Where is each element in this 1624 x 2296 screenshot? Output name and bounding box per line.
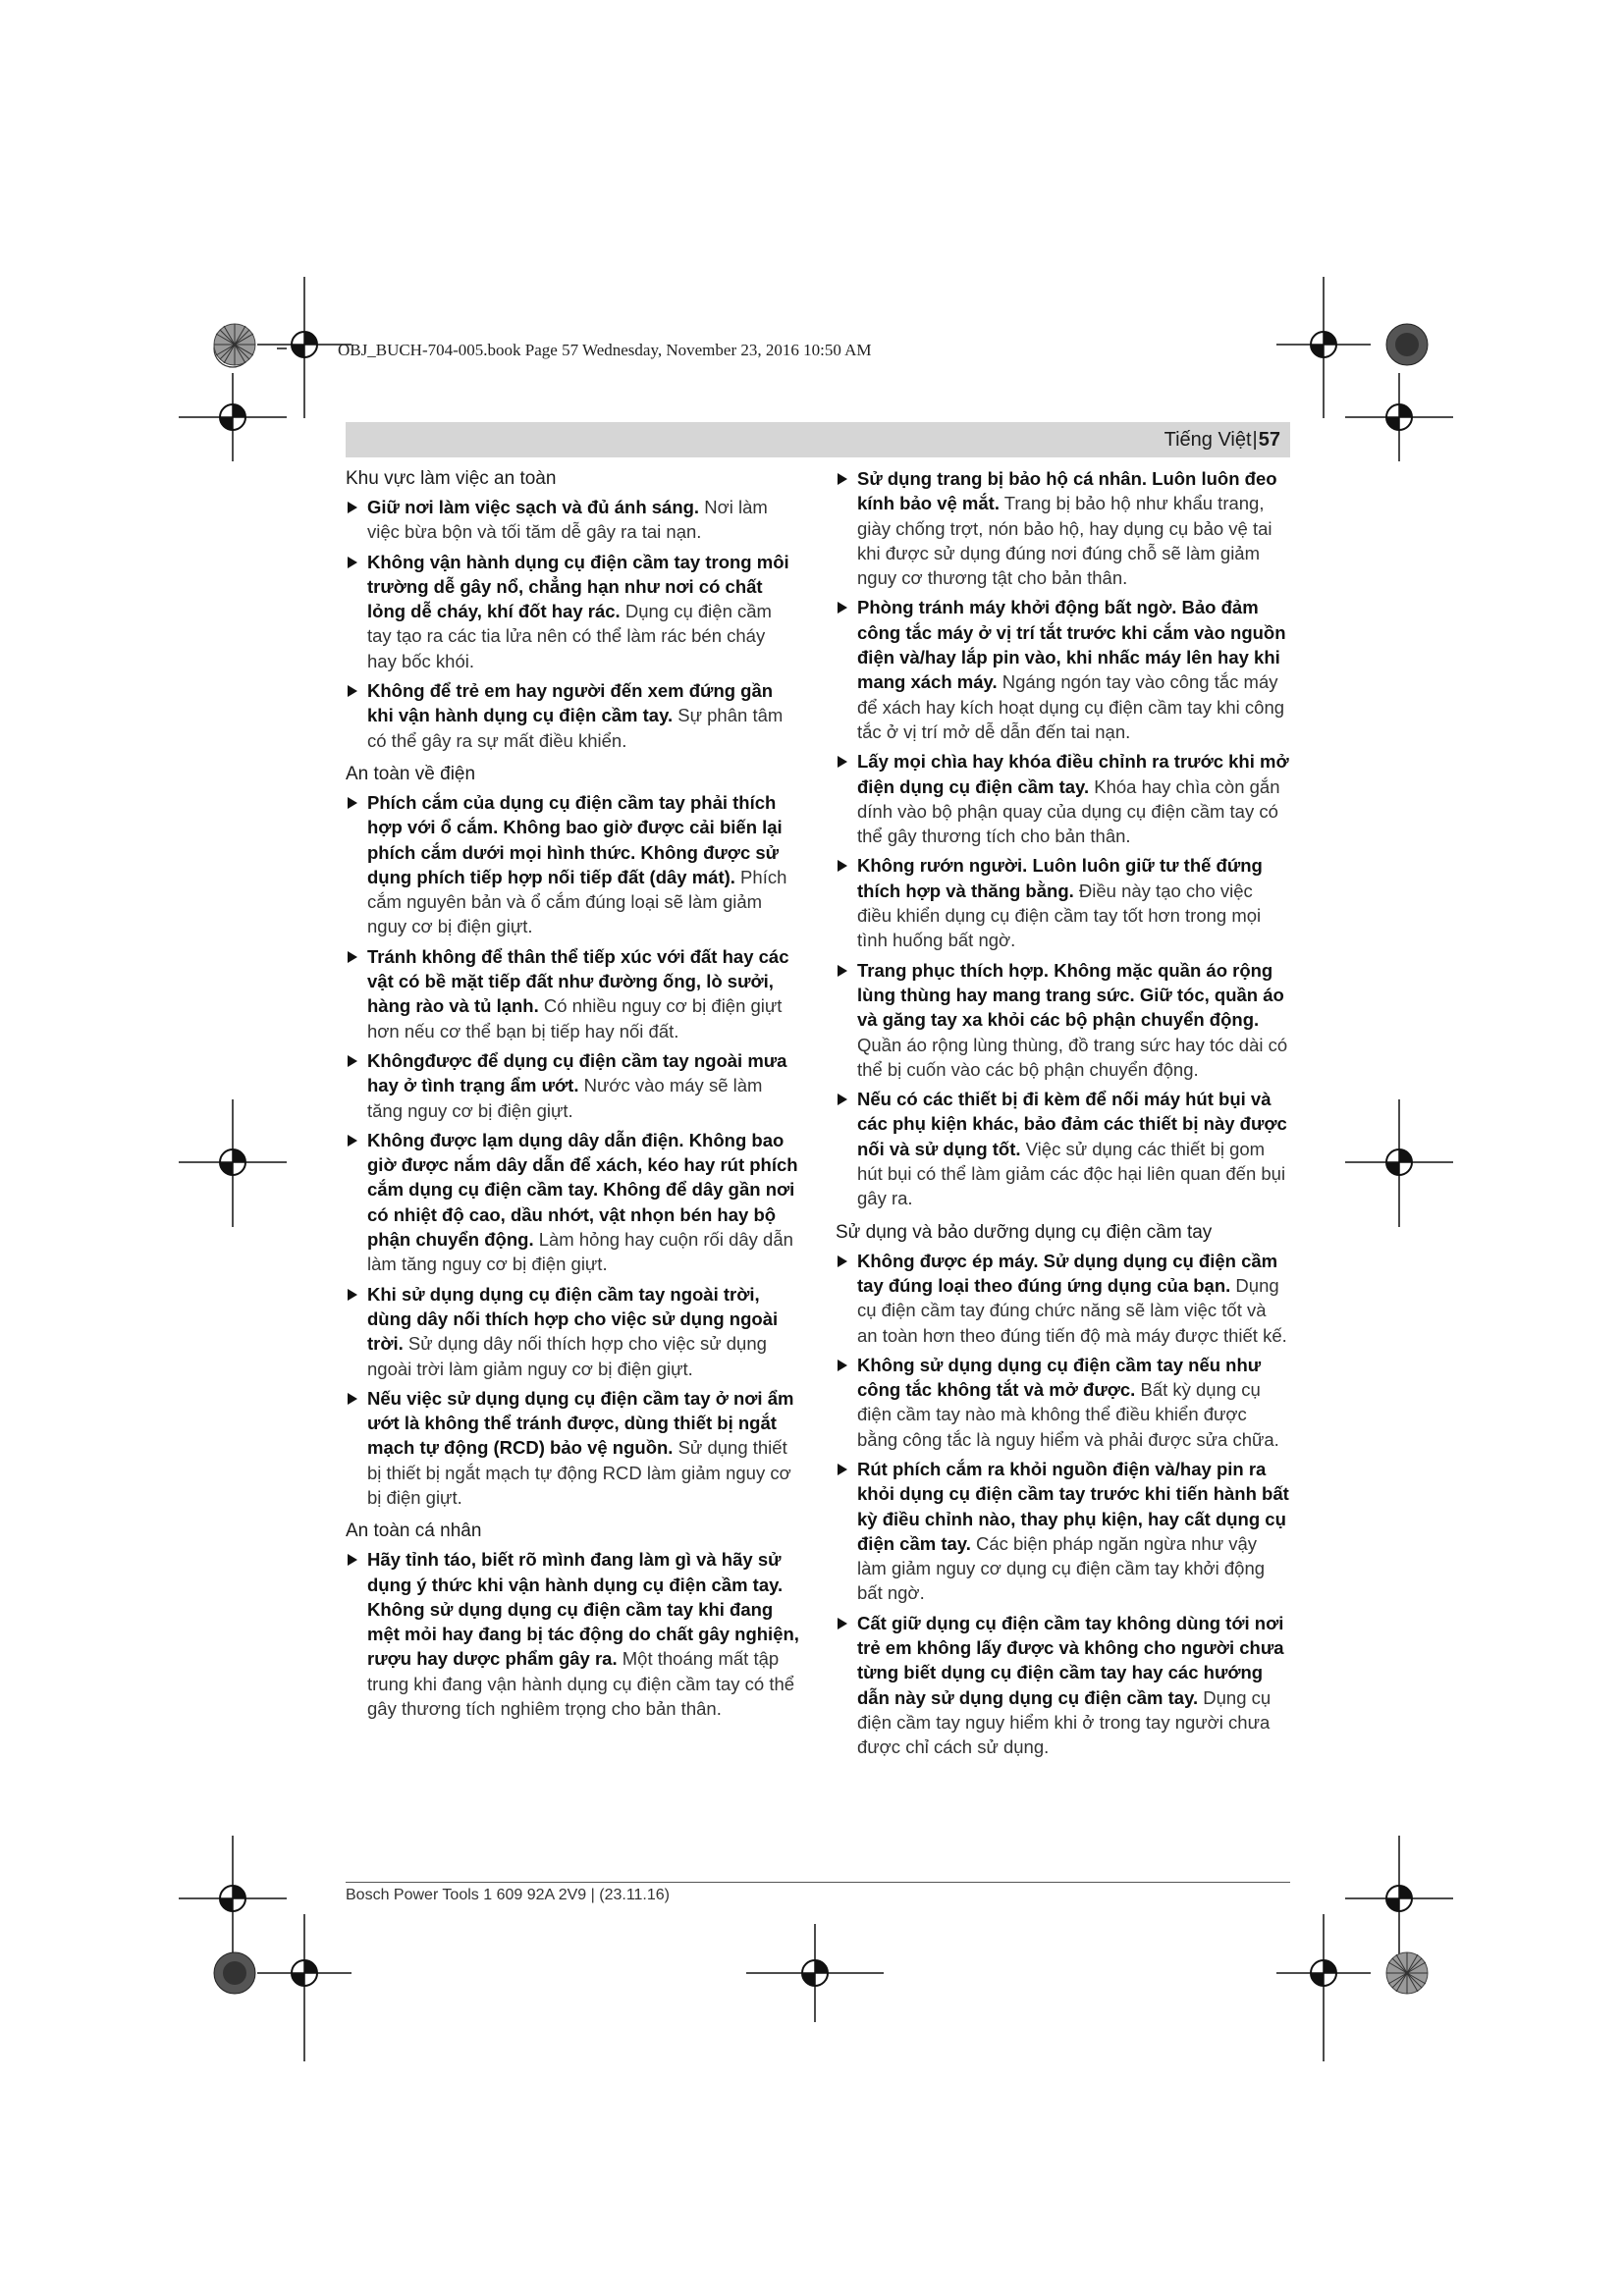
- item-text: Dụng cụ điện cầm tay tạo ra các tia lửa nên có thể làm rác bén cháy hay bốc khói.: [367, 601, 772, 671]
- list-item: [346, 944, 799, 1043]
- bullet-triangle-icon: [348, 1289, 357, 1301]
- list-item: [836, 1249, 1290, 1348]
- bullet-list: [346, 790, 799, 1510]
- item-bold-text: Không được lạm dụng dây dẫn điện. Không bao giờ được nắm dây dẫn để xách, kéo hay rút phích cắm dụng cụ điện cầm tay. Không để dây gần nơi có nhiệt độ cao, dầu nhớt, vật nhọn bén hay bộ phận chuyển động.: [367, 1129, 798, 1251]
- crosshair-mark-icon: [257, 1914, 352, 2061]
- list-item: [836, 1457, 1290, 1606]
- section-heading: Sử dụng và bảo dưỡng dụng cụ điện cầm tay: [836, 1221, 1213, 1243]
- crosshair-mark-icon: [179, 373, 287, 461]
- bullet-triangle-icon: [838, 1255, 847, 1267]
- bullet-list: [836, 1249, 1290, 1760]
- item-text: Trang bị bảo hộ như khẩu trang, giày chống trợt, nón bảo hộ, hay dụng cụ bảo vệ tai khi được sử dụng đúng nơi đúng chỗ sẽ làm giảm nguy cơ thương tật cho bản thân.: [857, 493, 1272, 589]
- bullet-triangle-icon: [348, 685, 357, 697]
- crosshair-mark-icon: [1276, 1914, 1371, 2061]
- item-text: Làm hỏng hay cuộn rối dây dẫn làm tăng nguy cơ bị điện giựt.: [367, 1229, 793, 1275]
- crosshair-mark-icon: [1345, 1099, 1453, 1227]
- bullet-list: [346, 495, 799, 753]
- right-column: [836, 466, 1290, 1765]
- bullet-triangle-icon: [838, 1094, 847, 1105]
- list-item: [346, 1547, 799, 1721]
- list-item: [346, 1128, 799, 1277]
- item-bold-text: Cất giữ dụng cụ điện cầm tay không dùng tới nơi trẻ em không lấy được và không cho người chưa từng biết dụng cụ điện cầm tay hay các hướng dẫn này sử dụng dụng cụ điện cầm tay.: [857, 1612, 1284, 1708]
- page-number: 57: [1258, 429, 1280, 451]
- list-item: [836, 853, 1290, 952]
- bullet-triangle-icon: [838, 756, 847, 768]
- bullet-triangle-icon: [838, 965, 847, 977]
- bullet-triangle-icon: [348, 502, 357, 513]
- registration-wheel-icon: [212, 1950, 257, 1996]
- item-text: Sự phân tâm có thể gây ra sự mất điều khiển.: [367, 705, 784, 751]
- item-bold-text: Sử dụng trang bị bảo hộ cá nhân. Luôn luôn đeo kính bảo vệ mắt.: [857, 468, 1277, 514]
- item-text: Bất kỳ dụng cụ điện cầm tay nào mà không thể điều khiển được bằng công tắc là nguy hiểm và phải được sửa chữa.: [857, 1379, 1279, 1450]
- list-item: [346, 1282, 799, 1381]
- registration-wheel-icon: [1384, 1950, 1430, 1996]
- bullet-triangle-icon: [838, 860, 847, 872]
- page-header: [1164, 428, 1280, 452]
- item-bold-text: Giữ nơi làm việc sạch và đủ ánh sáng.: [367, 497, 700, 517]
- item-text: Sử dụng dây nối thích hợp cho việc sử dụng ngoài trời làm giảm nguy cơ bị điện giựt.: [367, 1333, 767, 1379]
- item-bold-text: Không rướn người. Luôn luôn giữ tư thế đứng thích hợp và thăng bằng.: [857, 855, 1263, 901]
- bullet-triangle-icon: [348, 1393, 357, 1405]
- item-text: Dụng cụ điện cầm tay đúng chức năng sẽ làm việc tốt và an toàn hơn theo đúng tiến độ mà máy được thiết kế.: [857, 1274, 1287, 1346]
- item-bold-text: Không sử dụng dụng cụ điện cầm tay nếu như công tắc không tắt và mở được.: [857, 1354, 1262, 1401]
- list-item: [836, 1353, 1290, 1452]
- item-bold-text: Khi sử dụng dụng cụ điện cầm tay ngoài trời, dùng dây nối thích hợp cho việc sử dụng ngoài trời.: [367, 1283, 779, 1355]
- item-bold-text: Không vận hành dụng cụ điện cầm tay trong môi trường dễ gây nổ, chẳng hạn như nơi có chất lỏng dễ cháy, khí đốt hay rác.: [367, 551, 789, 622]
- left-column: [346, 466, 799, 1726]
- page-footer: Bosch Power Tools 1 609 92A 2V9 | (23.11.16): [346, 1887, 670, 1903]
- item-text: Nước vào máy sẽ làm tăng nguy cơ bị điện giựt.: [367, 1075, 763, 1121]
- section-heading: Khu vực làm việc an toàn: [346, 468, 557, 489]
- item-bold-text: Phích cắm của dụng cụ điện cầm tay phải thích hợp với ổ cắm. Không bao giờ được cải biến lại phích cắm dưới mọi hình thức. Không được sử dụng phích tiếp hợp nối tiếp đất (dây mát).: [367, 791, 783, 887]
- section-heading: An toàn cá nhân: [346, 1521, 482, 1542]
- item-text: Phích cắm nguyên bản và ổ cắm đúng loại sẽ làm giảm nguy cơ bị điện giựt.: [367, 866, 787, 937]
- item-text: Khóa hay chìa còn gắn dính vào bộ phận quay của dụng cụ điện cầm tay có thể gây thương tích cho bản thân.: [857, 775, 1280, 847]
- bullet-triangle-icon: [348, 1055, 357, 1067]
- bullet-list: [836, 466, 1290, 1211]
- item-bold-text: Tránh không để thân thể tiếp xúc với đất hay các vật có bề mặt tiếp đất như đường ống, lò sưởi, hàng rào và tủ lạnh.: [367, 945, 789, 1017]
- list-item: [346, 790, 799, 939]
- item-bold-text: Lấy mọi chìa hay khóa điều chỉnh ra trước khi mở điện dụng cụ điện cầm tay.: [857, 751, 1289, 797]
- item-bold-text: Nếu việc sử dụng dụng cụ điện cầm tay ở nơi ẩm ướt là không thể tránh được, dùng thiết bị ngắt mạch tự động (RCD) bảo vệ nguồn.: [367, 1387, 794, 1459]
- item-text: Sử dụng thiết bị thiết bị ngắt mạch tự động RCD làm giảm nguy cơ bị điện giựt.: [367, 1437, 791, 1508]
- section-heading: An toàn về điện: [346, 763, 476, 784]
- list-item: [346, 1048, 799, 1123]
- bullet-triangle-icon: [838, 1618, 847, 1629]
- bullet-triangle-icon: [348, 1135, 357, 1147]
- crosshair-mark-icon: [179, 1099, 287, 1227]
- bullet-triangle-icon: [348, 557, 357, 568]
- bullet-triangle-icon: [838, 1360, 847, 1371]
- bullet-triangle-icon: [348, 951, 357, 963]
- bullet-triangle-icon: [838, 473, 847, 485]
- header-language: Tiếng Việt: [1164, 429, 1252, 451]
- print-info-line: OBJ_BUCH-704-005.book Page 57 Wednesday, November 23, 2016 10:50 AM: [338, 341, 872, 359]
- item-bold-text: Rút phích cắm ra khỏi nguồn điện và/hay pin ra khỏi dụng cụ điện cầm tay trước khi tiến hành bất kỳ điều chỉnh nào, thay phụ kiện, hay cất dụng cụ điện cầm tay.: [857, 1458, 1289, 1554]
- item-text: Việc sử dụng các thiết bị gom hút bụi có thể làm giảm các độc hại liên quan đến bụi gây ra.: [857, 1138, 1286, 1209]
- bullet-triangle-icon: [348, 797, 357, 809]
- list-item: [836, 749, 1290, 848]
- item-bold-text: Hãy tỉnh táo, biết rõ mình đang làm gì và hãy sử dụng ý thức khi vận hành dụng cụ điện cầm tay. Không sử dụng dụng cụ điện cầm tay khi đang mệt mỏi hay đang bị tác động do chất gây nghiện, rượu hay dược phẩm gây ra.: [367, 1549, 799, 1670]
- item-text: Quần áo rộng lùng thùng, đồ trang sức hay tóc dài có thể bị cuốn vào các bộ phận chuyển động.: [857, 1034, 1288, 1080]
- registration-wheel-icon: [1384, 322, 1430, 367]
- item-bold-text: Khôngđược để dụng cụ điện cầm tay ngoài mưa hay ở tình trạng ẩm ướt.: [367, 1049, 787, 1096]
- bullet-triangle-icon: [838, 602, 847, 614]
- bullet-triangle-icon: [348, 1554, 357, 1566]
- item-text: Điều này tạo cho việc điều khiển dụng cụ điện cầm tay tốt hơn trong mọi tình huống bất ngờ.: [857, 880, 1262, 951]
- list-item: [346, 495, 799, 545]
- footer-divider: [346, 1882, 1290, 1883]
- list-item: [836, 466, 1290, 590]
- item-text: Các biện pháp ngăn ngừa như vậy làm giảm nguy cơ dụng cụ điện cầm tay khởi động bất ngờ.: [857, 1532, 1266, 1604]
- registration-wheel-icon: [212, 322, 257, 367]
- list-item: [346, 550, 799, 673]
- bullet-triangle-icon: [838, 1464, 847, 1475]
- crosshair-mark-icon: [1345, 373, 1453, 461]
- item-bold-text: Không được ép máy. Sử dụng dụng cụ điện cầm tay đúng loại theo đúng ứng dụng của bạn.: [857, 1250, 1278, 1296]
- item-text: Một thoáng mất tập trung khi đang vận hành dụng cụ điện cầm tay có thể gây thương tích nghiêm trọng cho bản thân.: [367, 1648, 795, 1720]
- item-bold-text: Trang phục thích hợp. Không mặc quần áo rộng lùng thùng hay mang trang sức. Giữ tóc, quần áo và găng tay xa khỏi các bộ phận chuyển động.: [857, 959, 1284, 1031]
- crosshair-mark-icon: [746, 1924, 884, 2022]
- list-item: [346, 1386, 799, 1510]
- list-item: [836, 1087, 1290, 1210]
- item-text: Dụng cụ điện cầm tay nguy hiểm khi ở trong tay người chưa được chỉ cách sử dụng.: [857, 1686, 1272, 1758]
- item-text: Ngáng ngón tay vào công tắc máy để xách hay kích hoạt dụng cụ điện cầm tay khi công tắc ở vị trí mở dễ dẫn đến tai nạn.: [857, 671, 1285, 742]
- list-item: [836, 958, 1290, 1082]
- item-text: Có nhiều nguy cơ bị điện giựt hơn nếu cơ thể bạn bị tiếp hay nối đất.: [367, 995, 783, 1041]
- item-bold-text: Không để trẻ em hay người đến xem đứng gần khi vận hành dụng cụ điện cầm tay.: [367, 680, 774, 726]
- list-item: [836, 1611, 1290, 1760]
- list-item: [836, 595, 1290, 744]
- header-separator: |: [1252, 429, 1258, 451]
- item-bold-text: Phòng tránh máy khởi động bất ngờ. Bảo đảm công tắc máy ở vị trí tắt trước khi cắm vào nguồn điện và/hay lắp pin vào, khi nhấc máy lên hay khi mang xách máy.: [857, 597, 1286, 693]
- item-text: Nơi làm việc bừa bộn và tối tăm dễ gây ra tai nạn.: [367, 497, 768, 543]
- bullet-list: [346, 1547, 799, 1721]
- list-item: [346, 678, 799, 753]
- page-header-bar: [346, 422, 1290, 457]
- item-bold-text: Nếu có các thiết bị đi kèm để nối máy hút bụi và các phụ kiện khác, bảo đảm các thiết bị này được nối và sử dụng tốt.: [857, 1089, 1287, 1159]
